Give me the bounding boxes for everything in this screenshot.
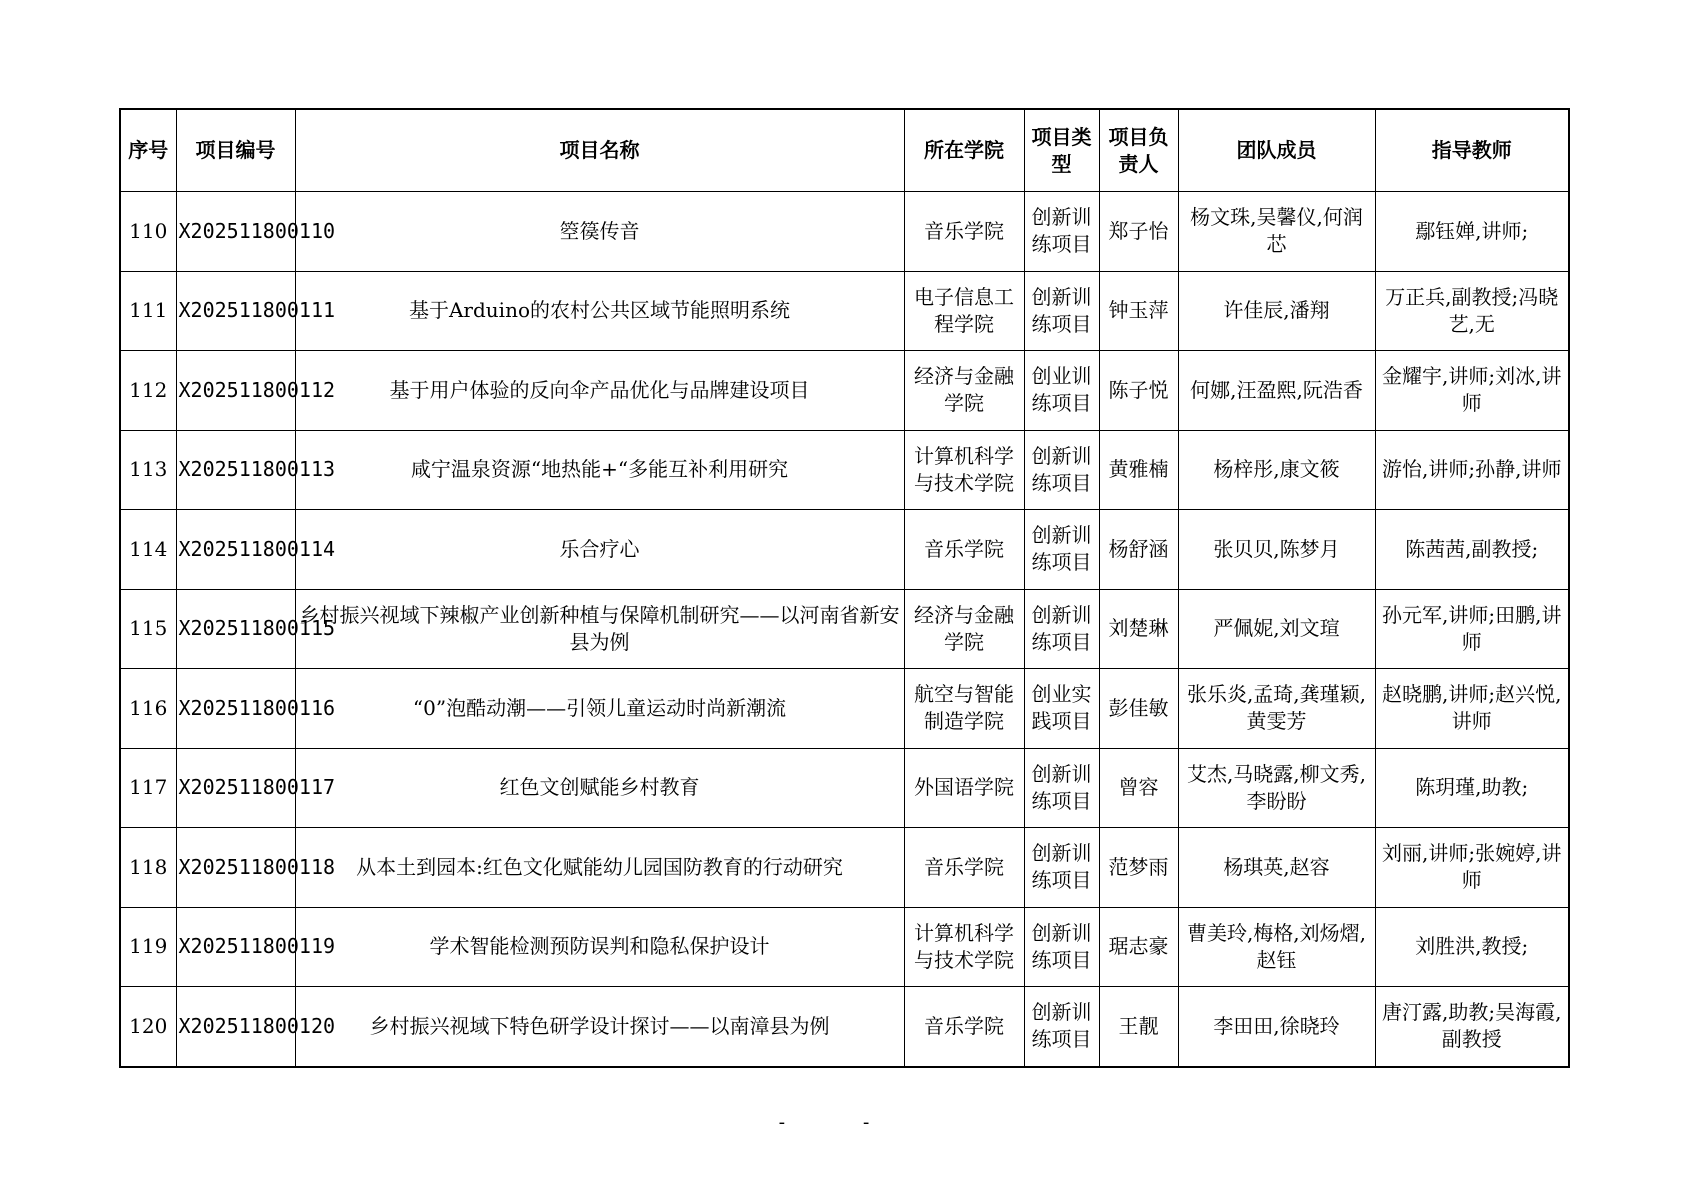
row-index: 114	[120, 510, 176, 590]
row-index: 110	[120, 192, 176, 272]
table-row	[120, 669, 1569, 749]
row-project-name: 基于Arduino的农村公共区域节能照明系统	[295, 271, 904, 351]
row-project-leader: 郑子怡	[1099, 192, 1178, 272]
header-project-code: 项目编号	[176, 109, 295, 192]
row-project-name: 基于用户体验的反向伞产品优化与品牌建设项目	[295, 351, 904, 431]
row-project-code: X202511800115	[176, 589, 295, 669]
row-project-code: X202511800112	[176, 351, 295, 431]
row-college: 航空与智能制造学院	[904, 669, 1024, 749]
row-project-leader: 黄雅楠	[1099, 430, 1178, 510]
row-project-name: 红色文创赋能乡村教育	[295, 748, 904, 828]
row-index: 118	[120, 828, 176, 908]
row-college: 电子信息工程学院	[904, 271, 1024, 351]
row-project-leader: 范梦雨	[1099, 828, 1178, 908]
row-project-code: X202511800116	[176, 669, 295, 749]
row-advisor: 游怡,讲师;孙静,讲师	[1375, 430, 1569, 510]
row-team-members: 李田田,徐晓玲	[1178, 987, 1375, 1067]
row-advisor: 孙元军,讲师;田鹏,讲师	[1375, 589, 1569, 669]
row-project-type: 创新训练项目	[1024, 271, 1099, 351]
row-college: 经济与金融学院	[904, 351, 1024, 431]
row-team-members: 艾杰,马晓露,柳文秀,李盼盼	[1178, 748, 1375, 828]
row-project-code: X202511800114	[176, 510, 295, 590]
row-college: 经济与金融学院	[904, 589, 1024, 669]
row-team-members: 杨文珠,吴馨仪,何润芯	[1178, 192, 1375, 272]
row-college: 外国语学院	[904, 748, 1024, 828]
header-index: 序号	[120, 109, 176, 192]
row-team-members: 杨梓彤,康文筱	[1178, 430, 1375, 510]
table-row	[120, 430, 1569, 510]
row-project-leader: 钟玉萍	[1099, 271, 1178, 351]
row-project-code: X202511800117	[176, 748, 295, 828]
row-team-members: 严佩妮,刘文瑄	[1178, 589, 1375, 669]
row-project-name: 乡村振兴视域下特色研学设计探讨——以南漳县为例	[295, 987, 904, 1067]
row-project-type: 创新训练项目	[1024, 987, 1099, 1067]
row-project-leader: 曾容	[1099, 748, 1178, 828]
row-project-leader: 琚志豪	[1099, 907, 1178, 987]
table-row	[120, 907, 1569, 987]
row-index: 115	[120, 589, 176, 669]
table-row	[120, 589, 1569, 669]
row-index: 111	[120, 271, 176, 351]
header-college: 所在学院	[904, 109, 1024, 192]
row-project-type: 创新训练项目	[1024, 748, 1099, 828]
table-row	[120, 828, 1569, 908]
row-project-leader: 杨舒涵	[1099, 510, 1178, 590]
row-advisor: 鄢钰婵,讲师;	[1375, 192, 1569, 272]
header-team-members: 团队成员	[1178, 109, 1375, 192]
row-team-members: 张贝贝,陈梦月	[1178, 510, 1375, 590]
row-project-code: X202511800118	[176, 828, 295, 908]
row-college: 计算机科学与技术学院	[904, 430, 1024, 510]
row-project-type: 创新训练项目	[1024, 430, 1099, 510]
table-row	[120, 510, 1569, 590]
row-project-type: 创新训练项目	[1024, 510, 1099, 590]
row-college: 音乐学院	[904, 510, 1024, 590]
row-index: 117	[120, 748, 176, 828]
row-advisor: 陈玥瑾,助教;	[1375, 748, 1569, 828]
row-advisor: 赵晓鹏,讲师;赵兴悦,讲师	[1375, 669, 1569, 749]
row-project-code: X202511800113	[176, 430, 295, 510]
table-row	[120, 271, 1569, 351]
row-project-type: 创新训练项目	[1024, 907, 1099, 987]
row-college: 计算机科学与技术学院	[904, 907, 1024, 987]
header-project-name: 项目名称	[295, 109, 904, 192]
row-project-name: 咸宁温泉资源“地热能+“多能互补利用研究	[295, 430, 904, 510]
row-project-type: 创业训练项目	[1024, 351, 1099, 431]
row-project-name: 乡村振兴视域下辣椒产业创新种植与保障机制研究——以河南省新安县为例	[295, 589, 904, 669]
row-project-type: 创业实践项目	[1024, 669, 1099, 749]
page-footer: - -	[778, 1112, 906, 1133]
row-college: 音乐学院	[904, 828, 1024, 908]
row-project-name: 学术智能检测预防误判和隐私保护设计	[295, 907, 904, 987]
header-advisor: 指导教师	[1375, 109, 1569, 192]
row-project-code: X202511800120	[176, 987, 295, 1067]
table-row	[120, 987, 1569, 1067]
table-row	[120, 351, 1569, 431]
row-project-leader: 刘楚琳	[1099, 589, 1178, 669]
row-team-members: 许佳辰,潘翔	[1178, 271, 1375, 351]
row-project-code: X202511800110	[176, 192, 295, 272]
row-project-code: X202511800111	[176, 271, 295, 351]
row-project-type: 创新训练项目	[1024, 828, 1099, 908]
table-body	[120, 192, 1569, 1067]
row-index: 119	[120, 907, 176, 987]
row-team-members: 曹美玲,梅格,刘炀熠,赵钰	[1178, 907, 1375, 987]
project-table	[119, 108, 1570, 1068]
row-project-leader: 彭佳敏	[1099, 669, 1178, 749]
row-team-members: 何娜,汪盈熙,阮浩香	[1178, 351, 1375, 431]
row-index: 116	[120, 669, 176, 749]
row-project-code: X202511800119	[176, 907, 295, 987]
row-team-members: 张乐炎,孟琦,龚瑾颖,黄雯芳	[1178, 669, 1375, 749]
row-project-type: 创新训练项目	[1024, 589, 1099, 669]
header-project-leader: 项目负责人	[1099, 109, 1178, 192]
row-college: 音乐学院	[904, 192, 1024, 272]
row-advisor: 陈茜茜,副教授;	[1375, 510, 1569, 590]
row-project-type: 创新训练项目	[1024, 192, 1099, 272]
table-row	[120, 192, 1569, 272]
row-advisor: 唐汀露,助教;吴海霞,副教授	[1375, 987, 1569, 1067]
header-project-type: 项目类型	[1024, 109, 1099, 192]
row-college: 音乐学院	[904, 987, 1024, 1067]
row-index: 113	[120, 430, 176, 510]
row-team-members: 杨琪英,赵容	[1178, 828, 1375, 908]
row-project-leader: 陈子悦	[1099, 351, 1178, 431]
row-index: 112	[120, 351, 176, 431]
row-project-name: 从本土到园本:红色文化赋能幼儿园国防教育的行动研究	[295, 828, 904, 908]
row-advisor: 刘丽,讲师;张婉婷,讲师	[1375, 828, 1569, 908]
row-index: 120	[120, 987, 176, 1067]
row-advisor: 万正兵,副教授;冯晓艺,无	[1375, 271, 1569, 351]
header-row	[120, 109, 1569, 192]
row-advisor: 刘胜洪,教授;	[1375, 907, 1569, 987]
row-project-name: “0”泡酷动潮——引领儿童运动时尚新潮流	[295, 669, 904, 749]
table-row	[120, 748, 1569, 828]
row-advisor: 金耀宇,讲师;刘冰,讲师	[1375, 351, 1569, 431]
row-project-leader: 王靓	[1099, 987, 1178, 1067]
row-project-name: 乐合疗心	[295, 510, 904, 590]
row-project-name: 箜篌传音	[295, 192, 904, 272]
